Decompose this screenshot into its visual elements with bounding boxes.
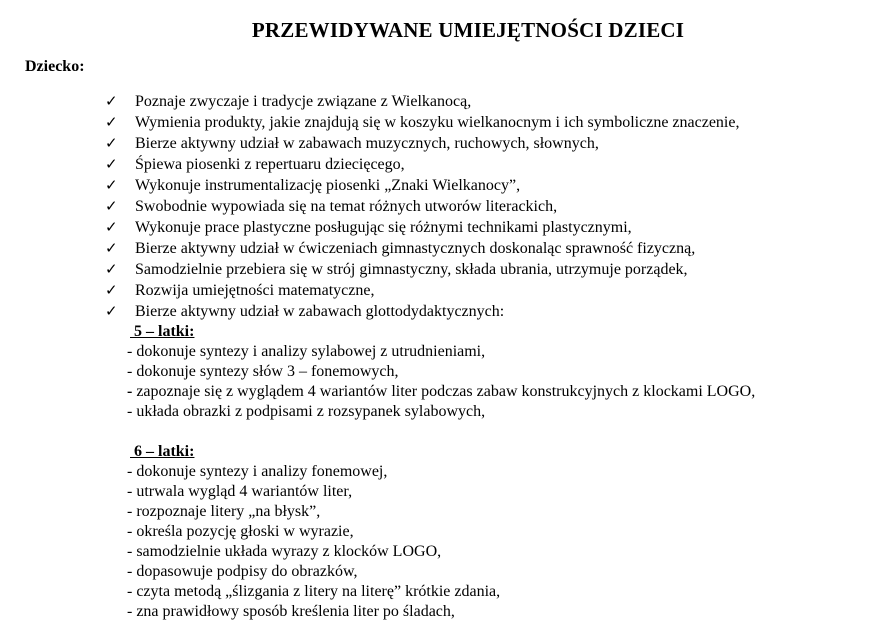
sub-item bbox=[127, 602, 869, 622]
sub-item-text: dokonuje syntezy i analizy fonemowej, bbox=[136, 463, 388, 480]
checkmark-icon: ✓ bbox=[105, 134, 118, 152]
checklist-item bbox=[105, 175, 869, 196]
checkmark-icon: ✓ bbox=[105, 197, 118, 215]
sub-item-text: określa pozycję głoski w wyrazie, bbox=[136, 523, 354, 540]
section-heading-row bbox=[127, 442, 869, 462]
checklist-item-text: Wykonuje prace plastyczne posługując się różnymi technikami plastycznymi, bbox=[135, 219, 632, 236]
dash-bullet: - bbox=[127, 343, 133, 360]
sub-item-text: rozpoznaje litery „na błysk”, bbox=[136, 503, 321, 520]
section-heading: 5 – latki: bbox=[134, 323, 195, 340]
dash-bullet: - bbox=[127, 503, 133, 520]
checkmark-icon: ✓ bbox=[105, 218, 118, 236]
sub-item-text: zna prawidłowy sposób kreślenia liter po śladach, bbox=[136, 603, 455, 620]
checklist-item bbox=[105, 238, 869, 259]
checklist-item bbox=[105, 133, 869, 154]
checkmark-icon: ✓ bbox=[105, 239, 118, 257]
checkmark-icon: ✓ bbox=[105, 281, 118, 299]
checkmark-icon: ✓ bbox=[105, 113, 118, 131]
sub-item-text: czyta metodą „ślizgania z litery na literę” krótkie zdania, bbox=[136, 583, 501, 600]
checklist-item-text: Bierze aktywny udział w zabawach muzycznych, ruchowych, słownych, bbox=[135, 135, 599, 152]
dash-bullet: - bbox=[127, 523, 133, 540]
checklist-item-text: Wymienia produkty, jakie znajdują się w koszyku wielkanocnym i ich symboliczne znaczenie, bbox=[135, 114, 740, 131]
section-heading-row bbox=[127, 322, 869, 342]
checkmark-icon: ✓ bbox=[105, 92, 118, 110]
sub-item-text: utrwala wygląd 4 wariantów liter, bbox=[136, 483, 353, 500]
dash-bullet: - bbox=[127, 463, 133, 480]
sub-item-text: dokonuje syntezy słów 3 – fonemowych, bbox=[136, 363, 399, 380]
page-title: PRZEWIDYWANE UMIEJĘTNOŚCI DZIECI bbox=[251, 18, 685, 42]
checklist-item bbox=[105, 280, 869, 301]
checklist-item bbox=[105, 91, 869, 112]
checklist-item bbox=[105, 154, 869, 175]
intro-label: Dziecko: bbox=[25, 58, 85, 75]
dash-bullet: - bbox=[127, 403, 133, 420]
sub-item bbox=[127, 562, 869, 582]
section-5-latki bbox=[127, 322, 869, 422]
checklist-item-text: Wykonuje instrumentalizację piosenki „Znaki Wielkanocy”, bbox=[135, 177, 521, 194]
checklist-item-text: Bierze aktywny udział w ćwiczeniach gimnastycznych doskonaląc sprawność fizyczną, bbox=[135, 240, 696, 257]
dash-bullet: - bbox=[127, 483, 133, 500]
checklist-item-text: Samodzielnie przebiera się w strój gimnastyczny, składa ubrania, utrzymuje porządek, bbox=[135, 261, 688, 278]
sub-item-text: zapoznaje się z wyglądem 4 wariantów liter podczas zabaw konstrukcyjnych z klockami LOGO, bbox=[136, 383, 756, 400]
sub-item-text: dopasowuje podpisy do obrazków, bbox=[136, 563, 358, 580]
checkmark-icon: ✓ bbox=[105, 176, 118, 194]
sub-item-text: dokonuje syntezy i analizy sylabowej z utrudnieniami, bbox=[136, 343, 486, 360]
checklist-item-text: Rozwija umiejętności matematyczne, bbox=[135, 282, 375, 299]
sub-item bbox=[127, 542, 869, 562]
checklist-item-text: Poznaje zwyczaje i tradycje związane z Wielkanocą, bbox=[135, 93, 472, 110]
sub-item bbox=[127, 462, 869, 482]
checkmark-icon: ✓ bbox=[105, 155, 118, 173]
dash-bullet: - bbox=[127, 583, 133, 600]
dash-bullet: - bbox=[127, 363, 133, 380]
checklist bbox=[105, 91, 869, 322]
checklist-item-text: Śpiewa piosenki z repertuaru dziecięcego, bbox=[135, 156, 405, 173]
sub-item bbox=[127, 402, 869, 422]
sub-item bbox=[127, 382, 869, 402]
dash-bullet: - bbox=[127, 603, 133, 620]
sub-item bbox=[127, 522, 869, 542]
checklist-item bbox=[105, 301, 869, 322]
checkmark-icon: ✓ bbox=[105, 260, 118, 278]
sub-item bbox=[127, 342, 869, 362]
checklist-item bbox=[105, 259, 869, 280]
checklist-item bbox=[105, 112, 869, 133]
checklist-item-text: Swobodnie wypowiada się na temat różnych utworów literackich, bbox=[135, 198, 558, 215]
dash-bullet: - bbox=[127, 383, 133, 400]
sub-item bbox=[127, 502, 869, 522]
dash-bullet: - bbox=[127, 563, 133, 580]
checklist-item bbox=[105, 217, 869, 238]
sub-item-text: samodzielnie układa wyrazy z klocków LOGO, bbox=[136, 543, 442, 560]
checklist-item-text: Bierze aktywny udział w zabawach glottodydaktycznych: bbox=[135, 303, 505, 320]
checklist-item bbox=[105, 196, 869, 217]
dash-bullet: - bbox=[127, 543, 133, 560]
section-heading: 6 – latki: bbox=[134, 443, 195, 460]
sub-item bbox=[127, 482, 869, 502]
sub-item bbox=[127, 362, 869, 382]
sub-item bbox=[127, 582, 869, 602]
sub-item-text: układa obrazki z podpisami z rozsypanek sylabowych, bbox=[136, 403, 486, 420]
section-6-latki bbox=[127, 442, 869, 622]
checkmark-icon: ✓ bbox=[105, 302, 118, 320]
